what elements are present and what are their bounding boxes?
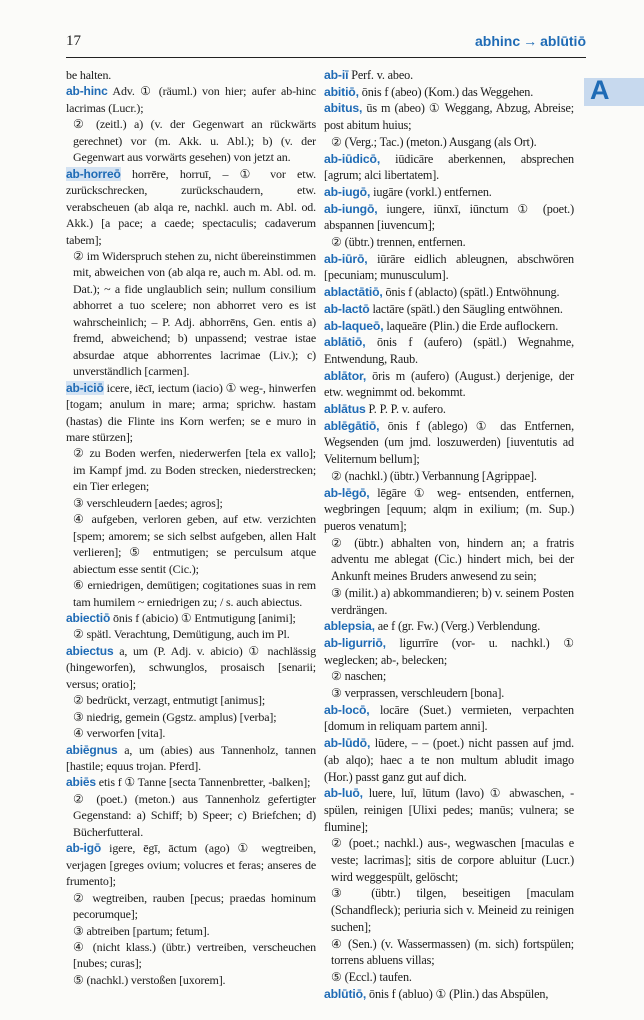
- entry-sense: ② spätl. Verachtung, Demütigung, auch im Pl.: [73, 627, 290, 642]
- dictionary-entry: [324, 84, 574, 101]
- entry-headword[interactable]: ablātus: [324, 402, 366, 417]
- entry-sense: ④ aufgeben, verloren geben, auf etw. verzichten [spem; amorem; se sich selbst aufgeben, allen Halt verlieren]; ⑤ entmutigen; se perculsum atque abiectum esse sentit (Cic.);: [73, 512, 316, 576]
- entry-headword[interactable]: ab-iūdicō,: [324, 151, 381, 166]
- entry-sense: ④ (Sen.) (v. Wassermassen) (m. sich) fortspülen; torrens abluens villas;: [331, 936, 574, 968]
- entry-sense: ③ verschleudern [aedes; agros];: [73, 495, 223, 510]
- entry-headword[interactable]: ablactātiō,: [324, 285, 383, 300]
- dictionary-entry: [324, 635, 574, 668]
- dictionary-entry: [66, 610, 316, 626]
- entry-definition: ōnis f (abluo) ① (Plin.) das Abspülen,: [369, 986, 549, 1001]
- entry-sense: ② bedrückt, verzagt, entmutigt [animus];: [73, 693, 266, 708]
- entry-sense: ③ verprassen, verschleudern [bona].: [331, 686, 505, 701]
- entry-headword[interactable]: ab-horreō: [66, 166, 121, 181]
- entry-definition: ōnis f (abicio) ① Entmutigung [animi];: [113, 610, 296, 625]
- dictionary-entry: [324, 334, 574, 367]
- thumb-index-letter: A: [590, 75, 610, 105]
- entry-sense: ② (übtr.) trennen, entfernen.: [331, 235, 466, 250]
- dictionary-entry: [324, 284, 574, 301]
- dictionary-entry: [324, 301, 574, 318]
- entry-headword[interactable]: abitiō,: [324, 84, 359, 99]
- dictionary-entry: [66, 166, 316, 248]
- entry-definition: luere, luī, lūtum (lavo) ① abwaschen, -spülen, reinigen [Ulixi pedes; manūs; vulnera; se flumine];: [324, 786, 574, 834]
- header-rule: [66, 57, 586, 58]
- right-column: [324, 67, 574, 1002]
- left-column: [66, 67, 316, 988]
- thumb-index-tab[interactable]: [584, 75, 644, 106]
- entry-headword[interactable]: abiēgnus: [66, 742, 118, 757]
- entry-definition: a, um (P. Adj. v. abicio) ① nachlässig (hingeworfen), schwunglos, prosaisch [senarii; versus; oratio];: [66, 643, 316, 691]
- dictionary-entry: [324, 618, 574, 635]
- dictionary-entry: [324, 100, 574, 133]
- entry-headword[interactable]: ab-ligurriō,: [324, 635, 386, 650]
- entry-definition: icere, iēcī, iectum (iacio) ① weg-, hinwerfen [togam; anulum in mare; arma; sprichw. hastam (hastas) die Flinte ins Korn werfen; se e muro in mare stürzen];: [66, 380, 316, 444]
- entry-sense: ⑤ (Eccl.) taufen.: [331, 969, 412, 984]
- entry-headword[interactable]: ab-locō,: [324, 702, 370, 717]
- entry-headword[interactable]: ab-iūrō,: [324, 251, 368, 266]
- entry-definition: igere, ēgī, āctum (ago) ① wegtreiben, verjagen [greges ovium; volucres et feras; anseres de frumento];: [66, 841, 316, 889]
- entry-definition: laqueāre (Plin.) die Erde auflockern.: [386, 318, 559, 333]
- dictionary-entry: [324, 702, 574, 735]
- entry-definition: ae f (gr. Fw.) (Verg.) Verblendung.: [377, 619, 541, 634]
- dictionary-entry: [324, 485, 574, 535]
- entry-headword[interactable]: ab-luō,: [324, 786, 363, 801]
- entry-definition: ūs m (abeo) ① Weggang, Abzug, Abreise; post abitum huius;: [324, 101, 574, 133]
- dictionary-entry: [324, 785, 574, 835]
- arrow-right-icon: →: [523, 33, 538, 49]
- dictionary-entry: [324, 368, 574, 401]
- entry-headword[interactable]: ab-igō: [66, 841, 102, 856]
- entry-sense: ③ (milit.) a) abkommandieren; b) v. seinem Posten verdrängen.: [331, 585, 574, 617]
- entry-headword[interactable]: abiectus: [66, 643, 114, 658]
- dictionary-entry: [324, 986, 574, 1003]
- entry-definition: horrēre, horruī, – ① vor etw. zurückschrecken, zurückschaudern, etw. verabscheuen (ab alqa re, nachkl. auch m. Abl. od. Akk.) [a pace; a caede; spectaculis; cadaverum tabem];: [66, 166, 316, 247]
- entry-definition: ligurrīre (vor- u. nachkl.) ① weglecken; ab-, belecken;: [324, 635, 574, 667]
- entry-sense: ② naschen;: [331, 669, 387, 684]
- entry-headword[interactable]: ablēgātiō,: [324, 418, 380, 433]
- entry-sense: ② (poet.) (meton.) aus Tannenholz gefertigter Gegenstand: a) Schiff; b) Speer; c) Briefchen; d) Bücherfutteral.: [73, 791, 316, 839]
- entry-definition: lactāre (spätl.) den Säugling entwöhnen.: [372, 301, 563, 316]
- entry-sense: ② (zeitl.) a) (v. der Gegenwart an rückwärts gerechnet) vor (m. Akk. u. Abl.); b) (v. der Gegenwart aus vorwärts gesehen) von jetzt an.: [73, 117, 316, 165]
- guide-word-first: abhinc: [474, 33, 521, 49]
- entry-definition: ōnis f (aufero) (spätl.) Wegnahme, Entwendung, Raub.: [324, 335, 574, 366]
- entry-definition: iūrāre eidlich ableugnen, abschwören [pecuniam; munusculum].: [324, 251, 574, 283]
- dictionary-entry: [66, 643, 316, 692]
- entry-definition: a, um (abies) aus Tannenholz, tannen [hastile; equus trojan. Pferd].: [66, 742, 316, 774]
- entry-continuation: be halten.: [66, 68, 112, 82]
- entry-definition: ōnis f (abeo) (Kom.) das Weggehen.: [361, 84, 534, 99]
- entry-headword[interactable]: abiectiō: [66, 610, 111, 625]
- entry-sense: ② (poet.; nachkl.) aus-, wegwaschen [maculas e veste; lacrimas]; sitis de corpore abluitur (Lucr.) wird weggespült, gelöscht;: [331, 836, 574, 884]
- entry-headword[interactable]: ab-lactō: [324, 301, 370, 316]
- entry-definition: locāre (Suet.) vermieten, verpachten [domum in reliquam partem anni].: [324, 702, 574, 734]
- dictionary-entry: [324, 401, 574, 418]
- entry-headword[interactable]: ab-iungō,: [324, 201, 378, 216]
- dictionary-entry: [66, 774, 316, 790]
- entry-headword[interactable]: ablātiō,: [324, 335, 366, 350]
- entry-sense: ③ niedrig, gemein (Ggstz. amplus) [verba];: [73, 709, 277, 724]
- dictionary-entry: [324, 201, 574, 234]
- entry-definition: Perf. v. abeo.: [351, 68, 413, 82]
- dictionary-entry: [324, 184, 574, 201]
- entry-headword[interactable]: ablūtiō,: [324, 986, 367, 1001]
- entry-definition: ōnis f (ablego) ① das Entfernen, Wegsenden (um jmd. loszuwerden) [iuventutis ad Veliternum bellum];: [324, 418, 574, 467]
- entry-definition: iugāre (vorkl.) entfernen.: [373, 184, 492, 199]
- entry-headword[interactable]: abiēs: [66, 775, 96, 790]
- dictionary-entry: [324, 418, 574, 468]
- dictionary-entry: [66, 83, 316, 116]
- page-number: 17: [66, 33, 81, 49]
- entry-headword[interactable]: abitus,: [324, 101, 363, 116]
- guide-words: [475, 33, 586, 49]
- entry-definition: lūdere, – – (poet.) nicht passen auf jmd. (ab alqo); haec a te non multum abludit imago (Hor.) passt ganz gut auf dich.: [324, 736, 574, 784]
- entry-sense: ② wegtreiben, rauben [pecus; praedas hominum pecorumque];: [73, 890, 316, 922]
- entry-sense: ③ (übtr.) tilgen, beseitigen [maculam (Schandfleck); periuria sich v. Meineid zu reinigen suchen];: [331, 886, 574, 934]
- entry-headword[interactable]: ab-iciō: [66, 380, 104, 395]
- entry-sense: ② (nachkl.) (übtr.) Verbannung [Agrippae].: [331, 468, 537, 483]
- entry-headword[interactable]: ab-iī: [324, 68, 349, 82]
- entry-headword[interactable]: ab-lūdō,: [324, 736, 371, 751]
- guide-word-last: ablūtiō: [540, 33, 586, 49]
- entry-headword[interactable]: ablepsia,: [324, 619, 375, 634]
- entry-sense: ⑤ (nachkl.) verstoßen [uxorem].: [73, 972, 226, 987]
- entry-sense: ④ (nicht klass.) (übtr.) vertreiben, verscheuchen [nubes; curas];: [73, 940, 316, 971]
- entry-definition: ōris m (aufero) (August.) derjenige, der etw. wegnimmt od. bekommt.: [324, 368, 574, 400]
- dictionary-entry: [66, 380, 316, 446]
- dictionary-entry: [66, 742, 316, 775]
- entry-headword[interactable]: ab-laqueō,: [324, 318, 384, 333]
- entry-sense: ② zu Boden werfen, niederwerfen [tela ex vallo]; im Kampf jmd. zu Boden strecken, niederstrecken; ein Tier erlegen;: [73, 446, 316, 494]
- entry-sense: ② (übtr.) abhalten von, hindern an; a fratris adventu me ablegat (Cic.) hindert mich, bei der Ankunft meines Bruders anwesend zu sein;: [331, 535, 574, 584]
- entry-headword[interactable]: ablātor,: [324, 368, 367, 383]
- dictionary-entry: [324, 151, 574, 184]
- entry-headword[interactable]: ab-iugō,: [324, 184, 371, 199]
- entry-sense: ⑥ erniedrigen, demütigen; cogitationes suas in rem tam humilem ~ erniedrigen zu; / s. auch abiectus.: [73, 578, 316, 609]
- entry-definition: Adv. ① (räuml.) von hier; aufer ab-hinc lacrimas (Lucr.);: [66, 84, 316, 115]
- dictionary-entry: [324, 735, 574, 785]
- entry-sense: ③ abtreiben [partum; fetum].: [73, 923, 210, 938]
- entry-headword[interactable]: ab-hinc: [66, 84, 108, 99]
- dictionary-entry: [324, 318, 574, 335]
- dictionary-entry: [324, 251, 574, 284]
- entry-definition: iūdicāre aberkennen, absprechen [agrum; alci libertatem].: [324, 151, 575, 183]
- entry-definition: etis f ① Tanne [secta Tannenbretter, -balken];: [98, 775, 311, 790]
- entry-definition: iungere, iūnxī, iūnctum ① (poet.) abspannen [iuvencum];: [324, 201, 574, 233]
- dictionary-entry: [66, 840, 316, 889]
- entry-definition: P. P. P. v. aufero.: [368, 402, 446, 417]
- entry-sense: ② im Widerspruch stehen zu, nicht übereinstimmen mit, abweichen von (ab alqa re, auch m. Abl. od. m. Dat.); ~ a fide unglaublich sein; nullum consilium abhorret a tuo scelere; non abhorret vero es ist wahrscheinlich; – P. Adj. abhorrēns, Gen. entis a) fremd, abweichend; b) unpassend; vestrae istae absurdae atque abhorrentes lacrimae (Liv.); c) unverständlich [carmen].: [73, 248, 316, 379]
- entry-definition: lēgāre ① weg- entsenden, entfernen, wegbringen [equum; alqm in exilium; (m. Sup.) pueros venatum];: [324, 485, 574, 533]
- entry-sense: ② (Verg.; Tac.) (meton.) Ausgang (als Ort).: [331, 134, 537, 149]
- entry-definition: ōnis f (ablacto) (spätl.) Entwöhnung.: [385, 285, 560, 300]
- dictionary-entry: [324, 67, 574, 84]
- entry-headword[interactable]: ab-lēgō,: [324, 485, 370, 500]
- entry-sense: ④ verworfen [vita].: [73, 726, 166, 741]
